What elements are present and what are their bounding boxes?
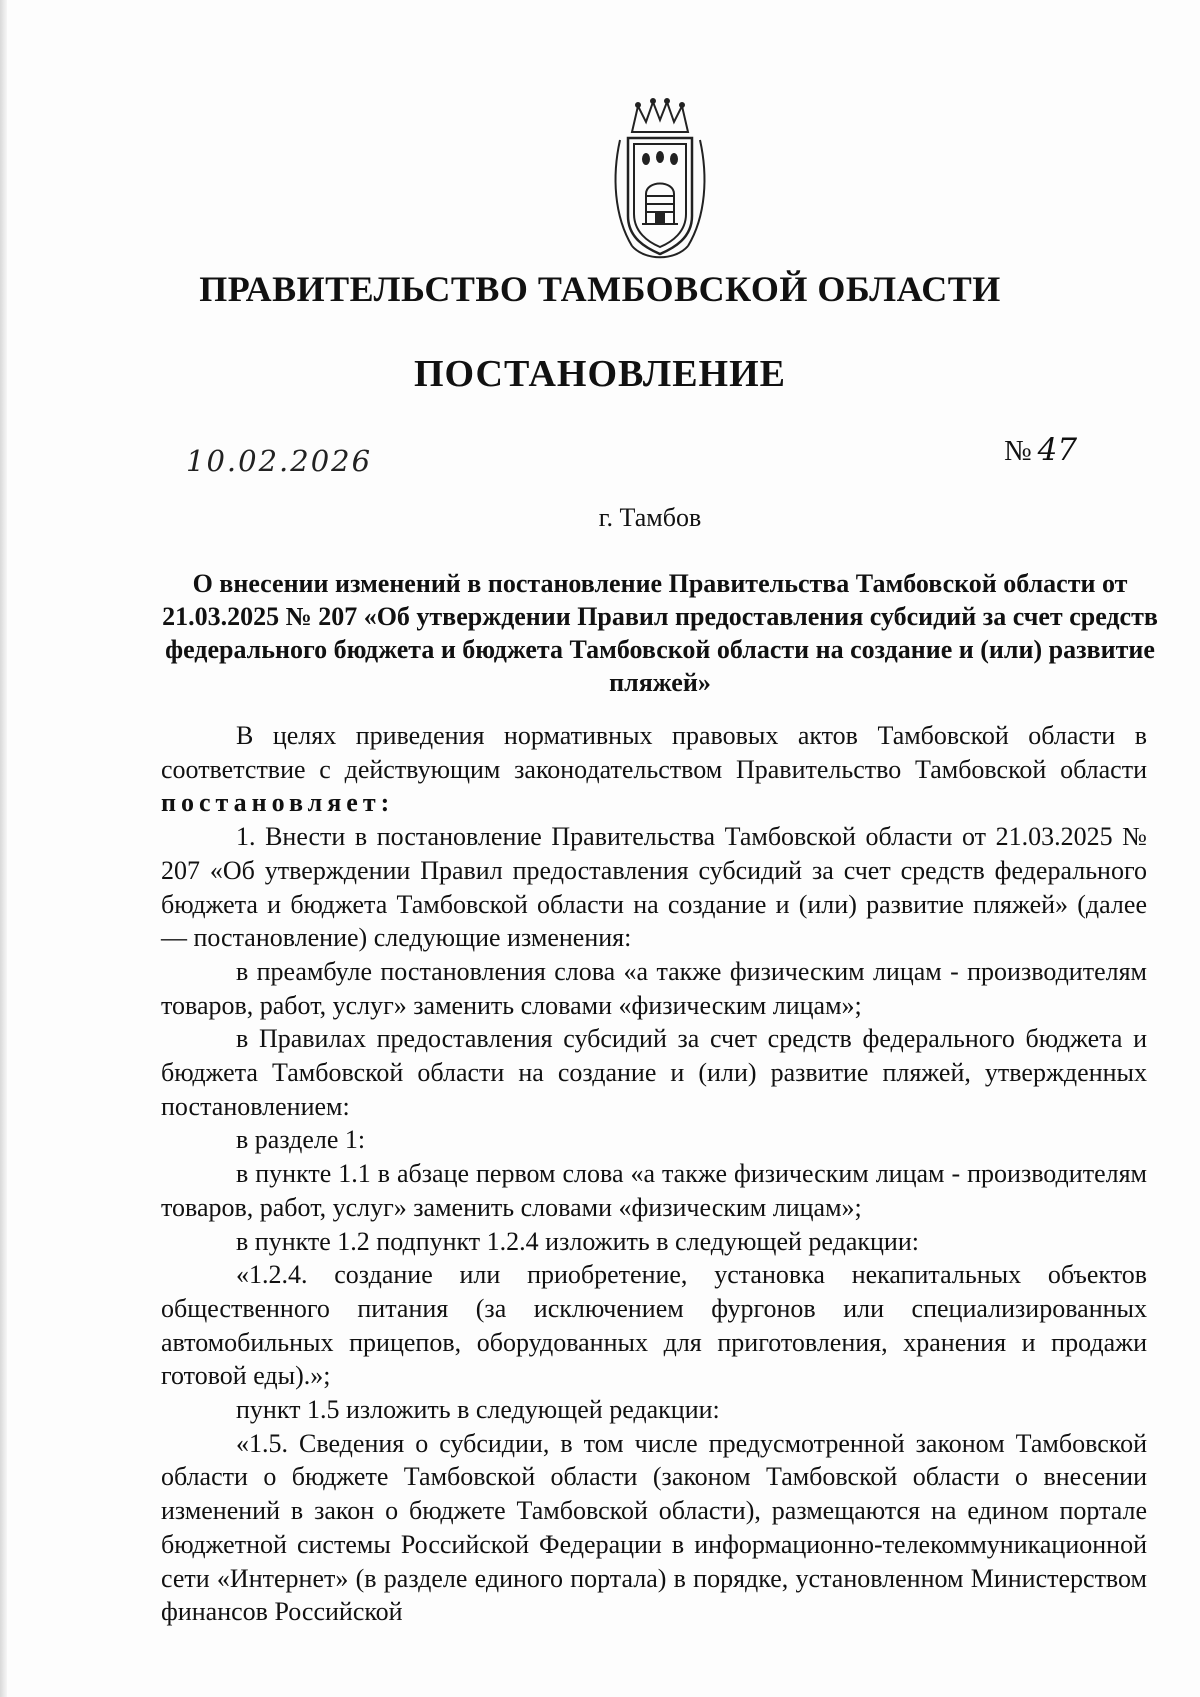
paragraph: пункт 1.5 изложить в следующей редакции: (236, 1395, 720, 1425)
number-value: 47 (1037, 432, 1078, 468)
preamble-colon: : (380, 788, 390, 818)
preamble-text: В целях приведения нормативных правовых актов Тамбовской области в соответствие с действующим законодательством Правительство Тамбовской области (161, 721, 1147, 784)
paragraph: в преамбуле постановления слова «а также физическим лицам - производителям товаров, работ, услуг» заменить словами «физическим лицам»; (161, 956, 1147, 1020)
preamble-action: постановляет (161, 788, 381, 818)
paragraph: в пункте 1.1 в абзаце первом слова «а также физическим лицам - производителям товаров, работ, услуг» заменить словами «физическим лицам»; (161, 1159, 1147, 1222)
document-date: 10.02.2026 (186, 444, 373, 478)
paragraph-item-1: 1. Внести в постановление Правительства Тамбовской области от 21.03.2025 № 207 «Об утверждении Правил предоставления субсидий за счет средств федерального бюджета и бюджета Тамбовской области на создание и (или) развитие пляжей» (далее — постановление) следующие изменения: (161, 822, 1147, 953)
scan-edge (0, 0, 7, 1697)
document-type: ПОСТАНОВЛЕНИЕ (413, 353, 787, 395)
paragraph: в пункте 1.2 подпункт 1.2.4 изложить в следующей редакции: (236, 1226, 919, 1256)
document-number (1004, 432, 1077, 468)
paragraph: в Правилах предоставления субсидий за счет средств федерального бюджета и бюджета Тамбовской области на создание и (или) развитие пляжей, утвержденных постановлением: (161, 1024, 1147, 1121)
paragraph: «1.2.4. создание или приобретение, установка некапитальных объектов общественного питания (за исключением фургонов или специализированных автомобильных прицепов, оборудованных для приготовления, хранения и продажи готовой еды).»; (161, 1260, 1147, 1391)
paragraph: «1.5. Сведения о субсидии, в том числе предусмотренной законом Тамбовской области о бюджете Тамбовской области (законом Тамбовской области о внесении изменений в закон о бюджете Тамбовской области), размещаются на едином портале бюджетной системы Российской Федерации в информационно-телекоммуникационной сети «Интернет» (в разделе единого портала) в порядке, установленном Министерством финансов Российской (161, 1428, 1147, 1627)
paragraph-preamble (161, 719, 1147, 820)
document-body (161, 719, 1147, 1629)
org-title: ПРАВИТЕЛЬСТВО ТАМБОВСКОЙ ОБЛАСТИ (199, 269, 1001, 309)
tambov-coat-of-arms-icon (610, 96, 710, 266)
paragraph: в разделе 1: (236, 1125, 366, 1155)
city: г. Тамбов (598, 503, 702, 532)
number-label: № (1004, 435, 1032, 467)
document-title: О внесении изменений в постановление Правительства Тамбовской области от 21.03.2025 № 207 «Об утверждении Правил предоставления субсидий за счет средств федерального бюджета и бюджета Тамбовской области на создание и (или) развитие пляжей» (162, 569, 1158, 697)
